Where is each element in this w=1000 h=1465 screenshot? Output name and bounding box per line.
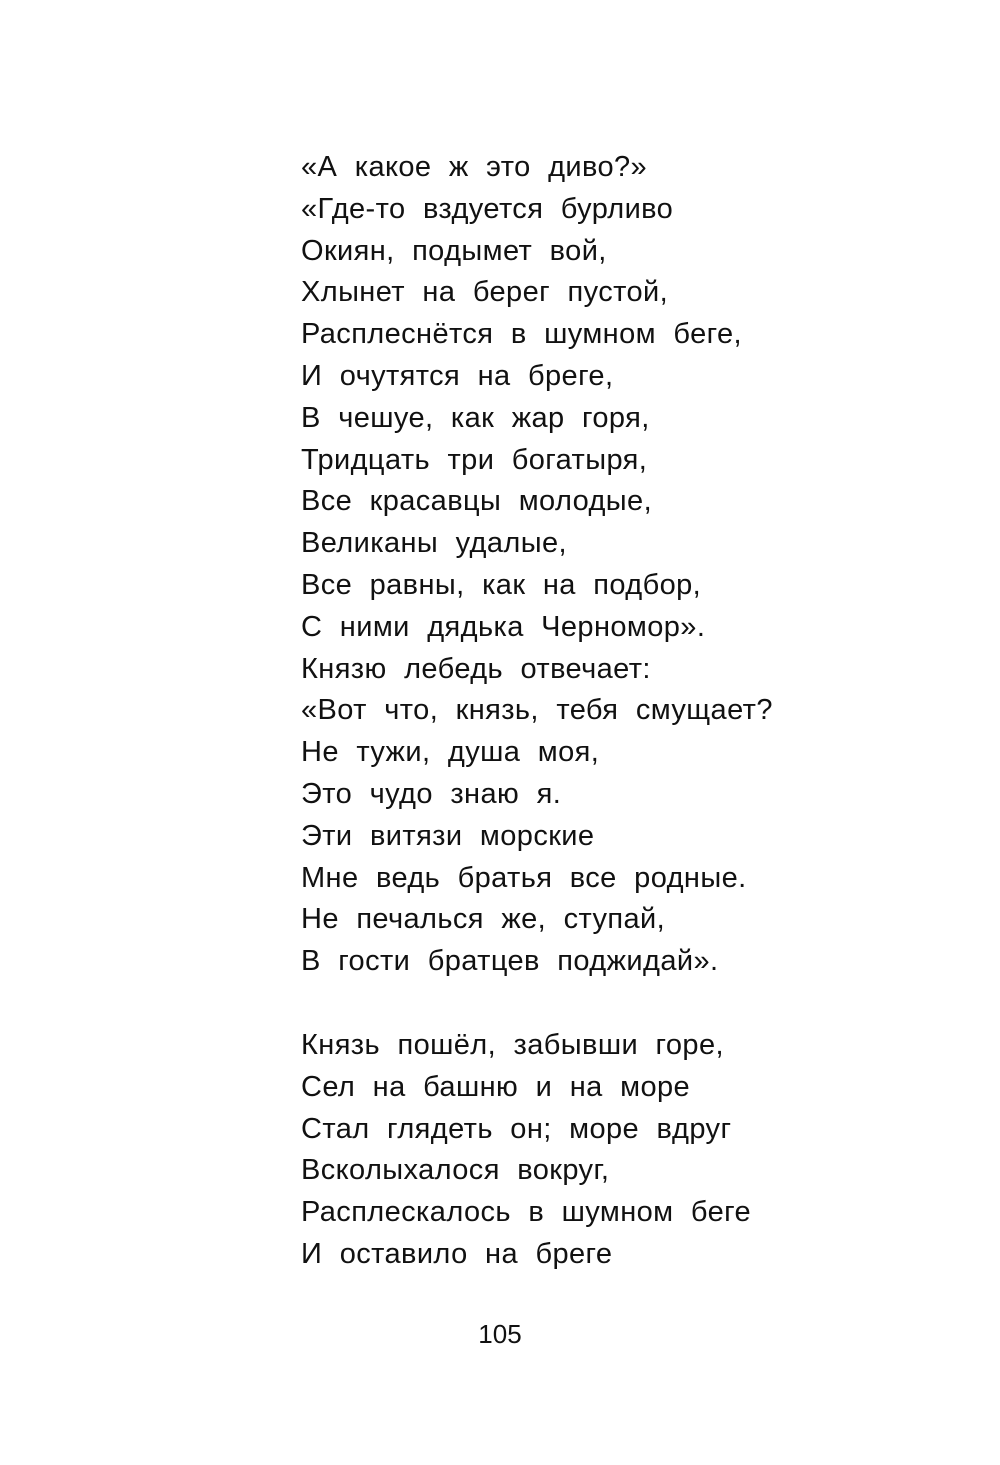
poem-line: Всколыхалося вокруг, [301, 1154, 610, 1187]
poem-line: Тридцать три богатыря, [301, 443, 648, 476]
poem-line: Князь пошёл, забывши горе, [301, 1029, 724, 1061]
poem-line: Мне ведь братья все родные. [301, 861, 747, 894]
poem-line: Великаны удалые, [301, 527, 567, 560]
poem-line: «Где-то вздуется бурливо [301, 192, 674, 225]
poem-line: Стал глядеть он; море вдруг [301, 1112, 732, 1145]
poem-line: «А какое ж это диво?» [301, 151, 648, 183]
poem-line: «Вот что, князь, тебя смущает? [301, 694, 773, 727]
poem-stanza-1 [301, 147, 773, 983]
poem-line: В гости братцев поджидай». [301, 945, 719, 978]
poem-line: С ними дядька Черномор». [301, 610, 706, 643]
poem-line: Расплеснётся в шумном беге, [301, 318, 742, 351]
poem-line: Все красавцы молодые, [301, 485, 653, 518]
poem-line: Хлынет на берег пустой, [301, 276, 669, 309]
poem-stanza-2 [301, 1025, 751, 1276]
page-number: 105 [478, 1319, 522, 1349]
poem-line: Это чудо знаю я. [301, 777, 562, 810]
poem-line: Не тужи, душа моя, [301, 736, 600, 769]
poem-line: Расплескалось в шумном беге [301, 1196, 752, 1229]
poem-line: Эти витязи морские [301, 819, 595, 852]
poem-line: И оставило на бреге [301, 1237, 613, 1270]
poem-line: Не печалься же, ступай, [301, 903, 666, 936]
poem-line: Все равны, как на подбор, [301, 568, 702, 601]
poem-line: И очутятся на бреге, [301, 359, 614, 392]
poem-line: В чешуе, как жар горя, [301, 401, 650, 434]
poem-line: Сел на башню и на море [301, 1070, 691, 1103]
poem-line: Князю лебедь отвечает: [301, 652, 651, 685]
poem-line: Окиян, подымет вой, [301, 234, 607, 267]
